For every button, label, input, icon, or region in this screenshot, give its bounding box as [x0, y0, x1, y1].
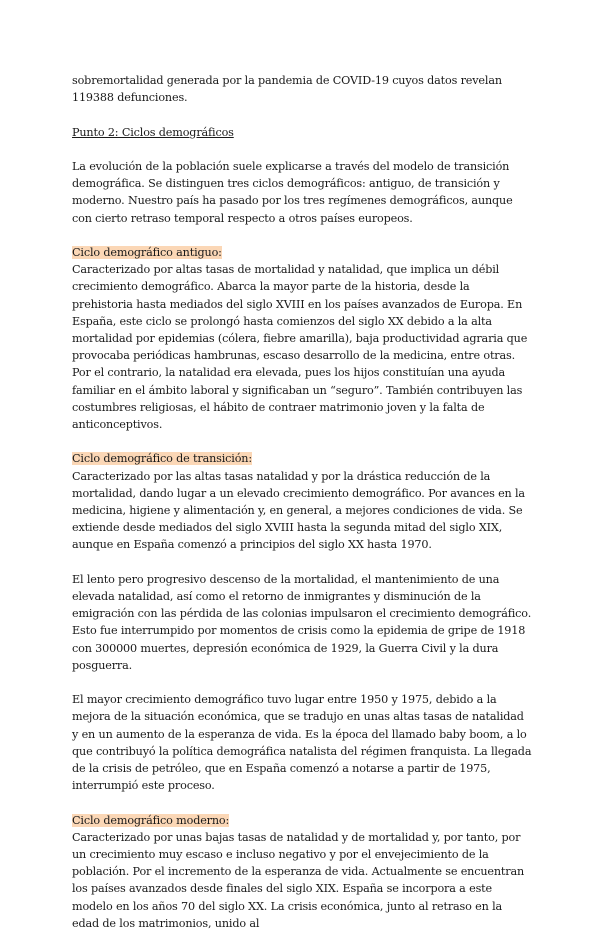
spacer [72, 141, 532, 158]
transition-cycle-paragraph-1: Caracterizado por las altas tasas natalidad y por la drástica reducción de la mortalidad, dando lugar a un elevado crecimiento demográfico. Por avances en la medicina, higiene y alimentación y, en general, a mejores condiciones de vida. Se extiende desde mediados del siglo XVIII hasta la segunda mitad del siglo XIX, aunque en España comenzó a principios del siglo XX hasta 1970. [72, 469, 525, 552]
section-title [72, 124, 532, 141]
ancient-cycle-paragraph-1: Caracterizado por altas tasas de mortalidad y natalidad, que implica un débil crecimiento demográfico. Abarca la mayor parte de la historia, desde la prehistoria hasta mediados del siglo XVIII en los países avanzados de Europa. En España, este ciclo se prolongó hasta comienzos del siglo XX debido a la alta mortalidad por epidemias (cólera, fiebre amarilla), baja productividad agraria que provocaba periódicas hambrunas, escaso desarrollo de la medicina, entre otras. [72, 263, 528, 363]
transition-cycle-paragraph-2: El lento pero progresivo descenso de la mortalidad, el mantenimiento de una elevada natalidad, así como el retorno de inmigrantes y disminución de la emigración con las pérdida de las colonias impulsaron el crecimiento demográfico. Esto fue interrumpido por momentos de crisis como la epidemia de gripe de 1918 con 300000 muertes, depresión económica de 1929, la Guerra Civil y la dura posguerra. [72, 572, 532, 672]
ancient-cycle-heading [72, 244, 532, 261]
section-title-text: Punto 2: Ciclos demográficos [72, 125, 234, 139]
modern-cycle-heading-text: Ciclo demográfico moderno: [72, 813, 230, 827]
ancient-cycle-heading-text: Ciclo demográfico antiguo: [72, 245, 222, 259]
ancient-cycle-paragraph-2: Por el contrario, la natalidad era elevada, pues los hijos constituían una ayuda familiar en el ámbito laboral y significaban un “seguro”. También contribuyen las costumbres religiosas, el hábito de contraer matrimonio joven y la falta de anticonceptivos. [72, 366, 523, 432]
modern-cycle-heading [72, 812, 532, 829]
transition-cycle-paragraph-3: El mayor crecimiento demográfico tuvo lugar entre 1950 y 1975, debido a la mejora de la situación económica, que se tradujo en unas altas tasas de natalidad y en un aumento de la esperanza de vida. Es la época del llamado baby boom, a lo que contribuyó la política demográfica natalista del régimen franquista. La llegada de la crisis de petróleo, que en España comenzó a notarse a partir de 1975, interrumpió este proceso. [72, 693, 532, 793]
spacer [72, 106, 532, 123]
transition-cycle-heading [72, 450, 532, 467]
spacer [72, 227, 532, 244]
transition-cycle-heading-text: Ciclo demográfico de transición: [72, 452, 252, 466]
section-intro-paragraph: La evolución de la población suele explicarse a través del modelo de transición demográfica. Se distinguen tres ciclos demográficos: antiguo, de transición y moderno. Nuestro país ha pasado por los tres regímenes demográficos, aunque con cierto retraso temporal respecto a otros países europeos. [72, 159, 513, 225]
spacer [72, 794, 532, 811]
spacer [72, 554, 532, 571]
spacer [72, 433, 532, 450]
document-page [72, 72, 532, 932]
modern-cycle-paragraph-1: Caracterizado por unas bajas tasas de natalidad y de mortalidad y, por tanto, por un crecimiento muy escaso e incluso negativo y por el envejecimiento de la población. Por el incremento de la esperanza de vida. Actualmente se encuentran los países avanzados desde finales del siglo XIX. España se incorpora a este modelo en los años 70 del siglo XX. La crisis económica, junto al retraso en la edad de los matrimonios, unido al [72, 830, 525, 930]
spacer [72, 674, 532, 691]
intro-paragraph: sobremortalidad generada por la pandemia de COVID-19 cuyos datos revelan 119388 defunciones. [72, 74, 502, 105]
